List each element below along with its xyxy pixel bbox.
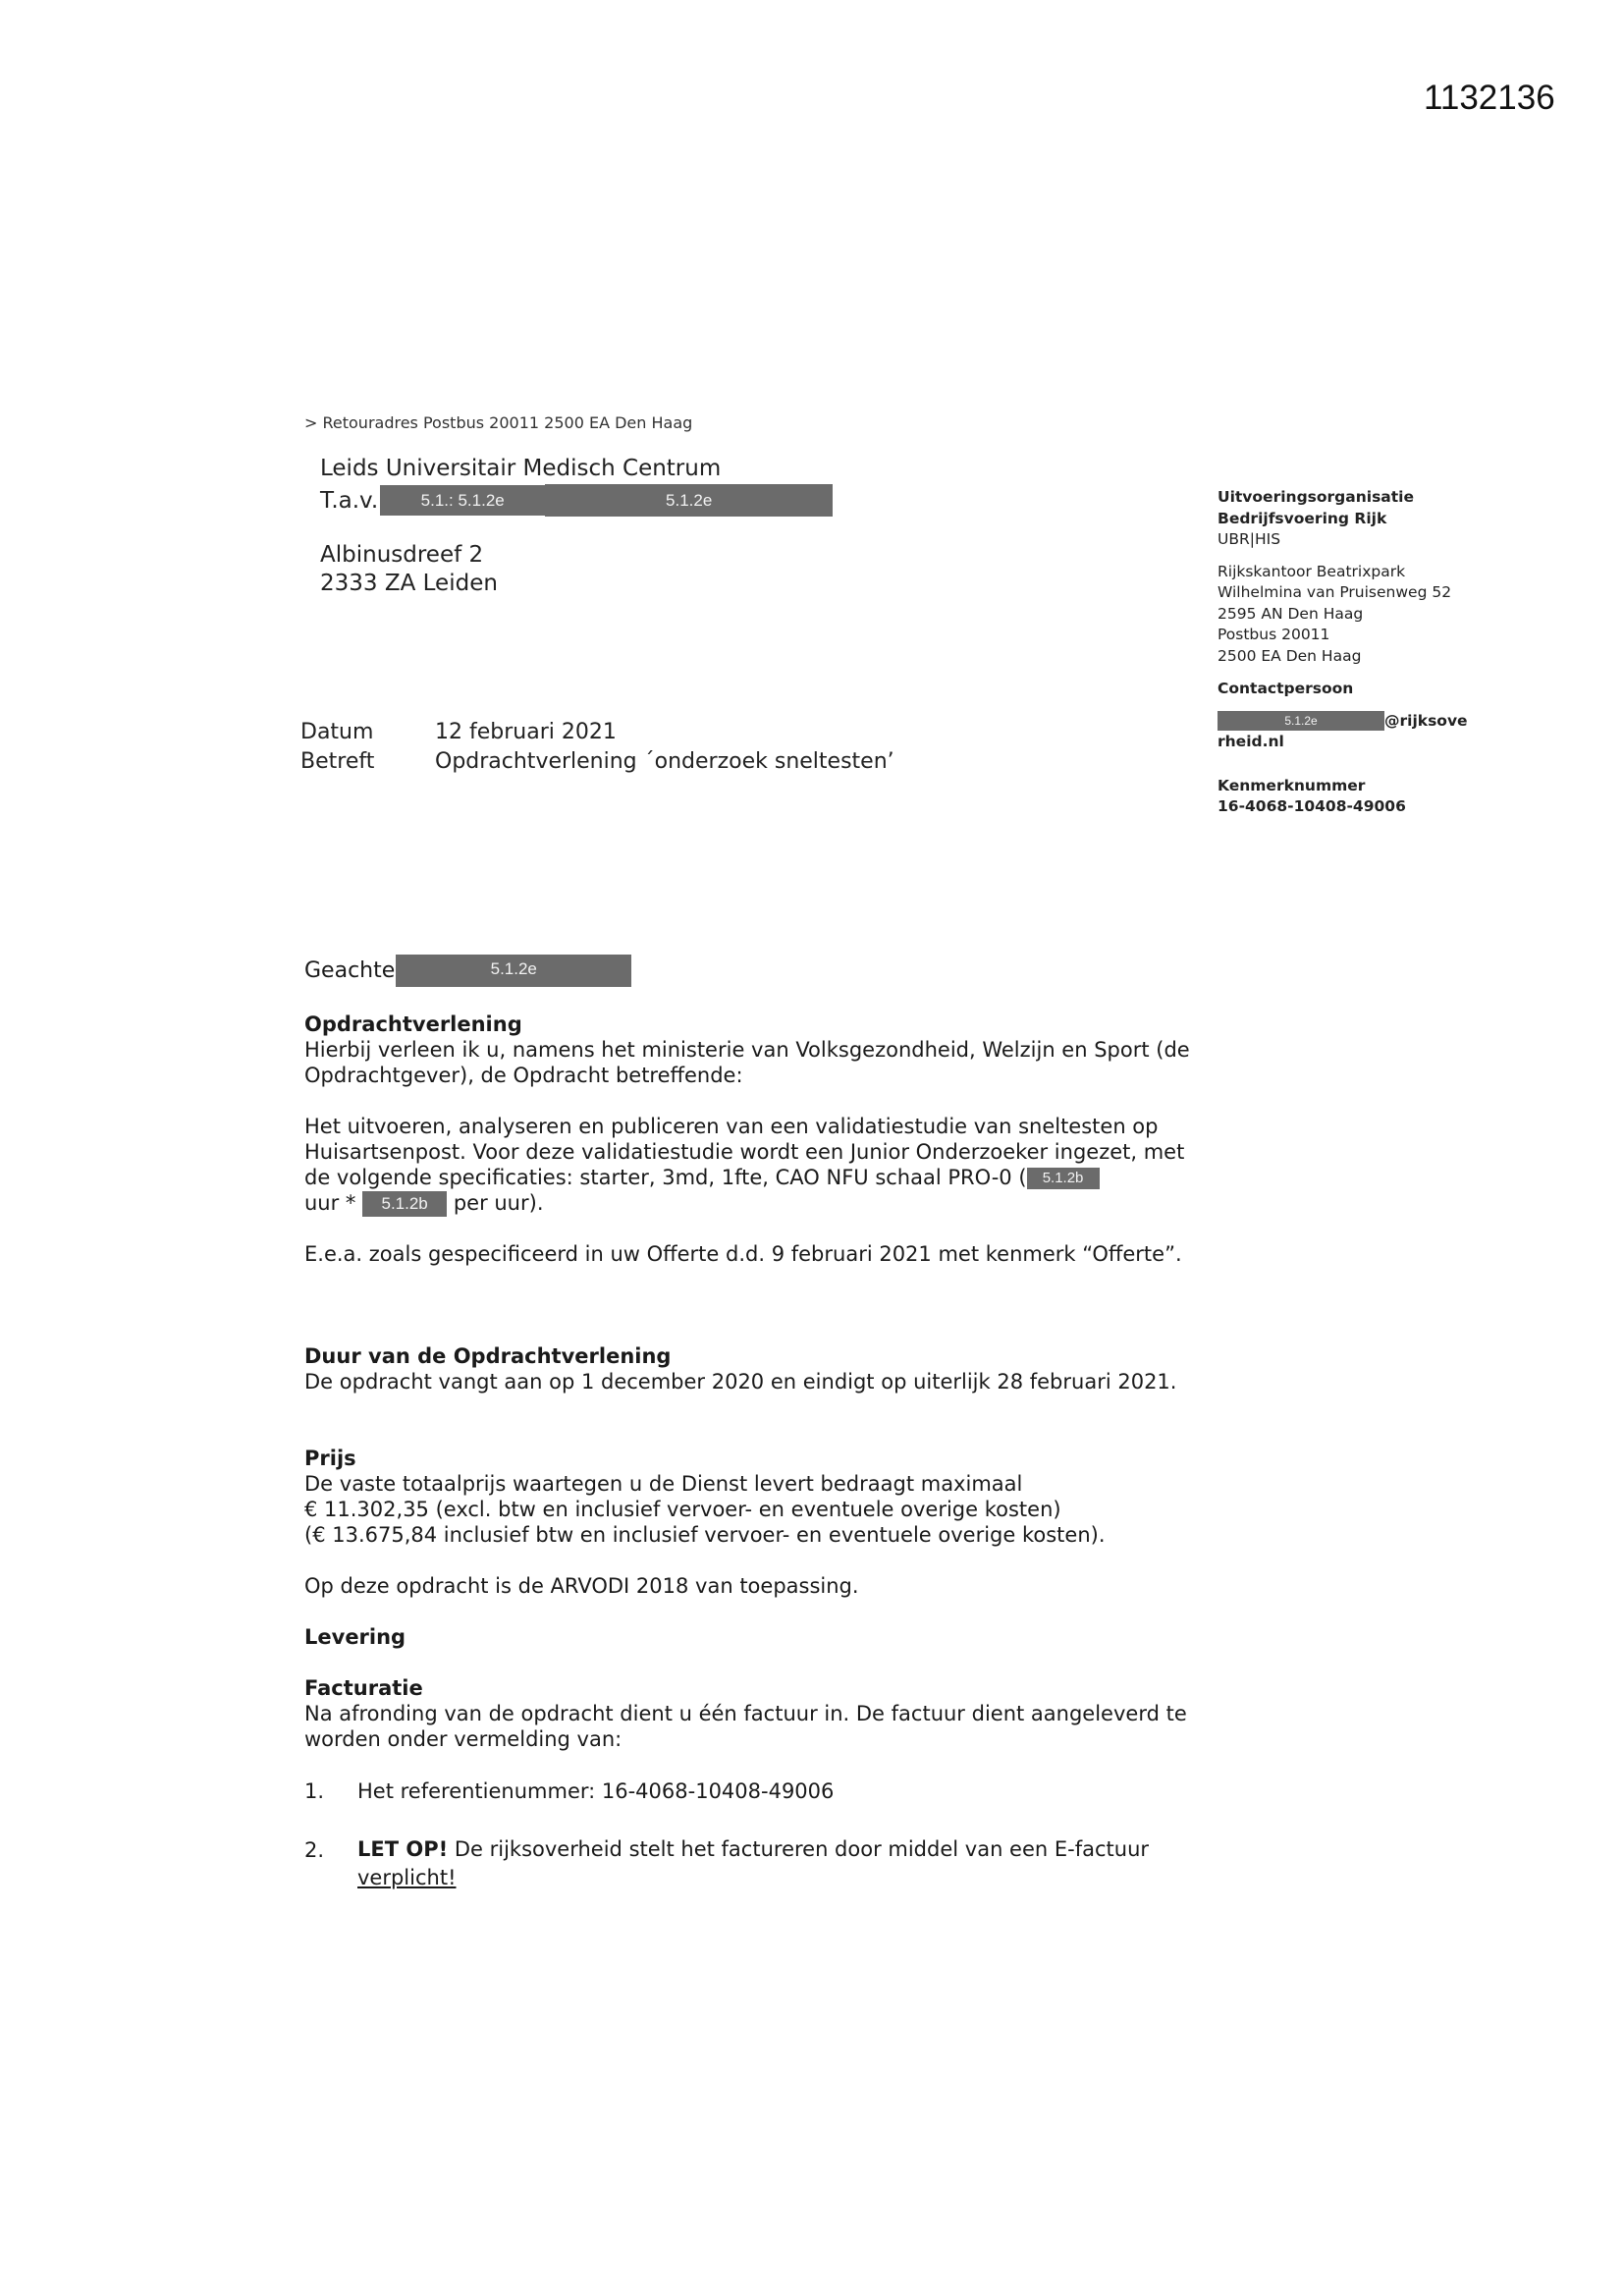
section-heading: Facturatie	[304, 1676, 423, 1700]
sender-address-5: 2500 EA Den Haag	[1218, 646, 1362, 665]
sender-address-3: 2595 AN Den Haag	[1218, 604, 1364, 623]
redaction-block: 5.1.: 5.1.2e	[380, 485, 545, 516]
price-line-3: (€ 13.675,84 inclusief btw en inclusief vervoer- en eventuele overige kosten).	[304, 1523, 1106, 1547]
redaction-block: 5.1.2e	[396, 955, 631, 987]
section-heading: Prijs	[304, 1447, 356, 1470]
subject-label: Betreft	[300, 749, 375, 774]
contact-email-part2: rheid.nl	[1218, 733, 1284, 750]
date-value: 12 februari 2021	[435, 720, 617, 744]
recipient-postal-city: 2333 ZA Leiden	[320, 571, 498, 596]
price-line-2: € 11.302,35 (excl. btw en inclusief vervoer- en eventuele overige kosten)	[304, 1498, 1061, 1521]
redaction-block: 5.1.2b	[1027, 1168, 1100, 1189]
redaction-block: 5.1.2b	[362, 1191, 447, 1217]
recipient-org: Leids Universitair Medisch Centrum	[320, 456, 722, 481]
section-heading: Opdrachtverlening	[304, 1012, 522, 1036]
recipient-street: Albinusdreef 2	[320, 542, 484, 568]
paragraph-specification: Het uitvoeren, analyseren en publiceren van een validatiestudie van sneltesten op Huisartsenpost. Voor deze validatiestudie wordt een Junior Onderzoeker ingezet, met de volgende specificaties: starter, 3md, 1fte, CAO NFU schaal PRO-0 ( 5.1.2b uur * 5.1.2b per uur).	[304, 1115, 1185, 1215]
paragraph-offerte: E.e.a. zoals gespecificeerd in uw Offerte d.d. 9 februari 2021 met kenmerk “Offerte”.	[304, 1242, 1182, 1266]
redaction-block: 5.1.2e	[545, 484, 833, 517]
paragraph: Hierbij verleen ik u, namens het ministerie van Volksgezondheid, Welzijn en Sport (de Opdrachtgever), de Opdracht betreffende:	[304, 1038, 1190, 1087]
reference-value: 16-4068-10408-49006	[1218, 797, 1406, 815]
section-prijs	[304, 1446, 1208, 1548]
sender-unit: UBR|HIS	[1218, 530, 1281, 548]
salutation: Geachte 5.1.2e	[304, 955, 631, 987]
reference-label: Kenmerknummer	[1218, 776, 1366, 794]
document-number: 1132136	[1424, 79, 1555, 117]
return-address: > Retouradres Postbus 20011 2500 EA Den Haag	[304, 413, 693, 432]
paragraph: Na afronding van de opdracht dient u één factuur in. De factuur dient aangeleverd te worden onder vermelding van:	[304, 1702, 1187, 1751]
attn-label: T.a.v.	[320, 487, 379, 514]
contact-label: Contactpersoon	[1218, 680, 1354, 697]
contact-email-part1: @rijksove	[1384, 711, 1468, 730]
redaction-block: 5.1.2e	[1218, 711, 1384, 731]
sender-address-1: Rijkskantoor Beatrixpark	[1218, 562, 1406, 580]
sender-org-line1: Uitvoeringsorganisatie	[1218, 488, 1415, 506]
sender-address-2: Wilhelmina van Pruisenweg 52	[1218, 583, 1452, 601]
sender-org-line2: Bedrijfsvoering Rijk	[1218, 509, 1387, 527]
list-item-reference: Het referentienummer: 16-4068-10408-49006	[357, 1779, 835, 1803]
section-opdrachtverlening	[304, 1011, 1208, 1088]
recipient-attn	[320, 484, 833, 517]
paragraph: De opdracht vangt aan op 1 december 2020 en eindigt op uiterlijk 28 februari 2021.	[304, 1370, 1177, 1394]
list-item-number: 2.	[304, 1838, 325, 1862]
section-facturatie	[304, 1675, 1208, 1752]
section-duur	[304, 1343, 1208, 1394]
sender-block	[1218, 487, 1468, 818]
list-item-efactuur: LET OP! De rijksoverheid stelt het factureren door middel van een E-factuur verplicht!	[357, 1837, 1150, 1889]
subject-value: Opdrachtverlening ´onderzoek sneltesten’	[435, 749, 894, 774]
contact-email-line	[1218, 711, 1468, 733]
section-heading-levering: Levering	[304, 1625, 406, 1649]
sender-address-4: Postbus 20011	[1218, 626, 1330, 643]
date-label: Datum	[300, 720, 374, 744]
paragraph-arvodi: Op deze opdracht is de ARVODI 2018 van toepassing.	[304, 1574, 859, 1598]
list-item-number: 1.	[304, 1779, 325, 1803]
price-line-1: De vaste totaalprijs waartegen u de Dienst levert bedraagt maximaal	[304, 1472, 1023, 1496]
section-heading: Duur van de Opdrachtverlening	[304, 1344, 672, 1368]
